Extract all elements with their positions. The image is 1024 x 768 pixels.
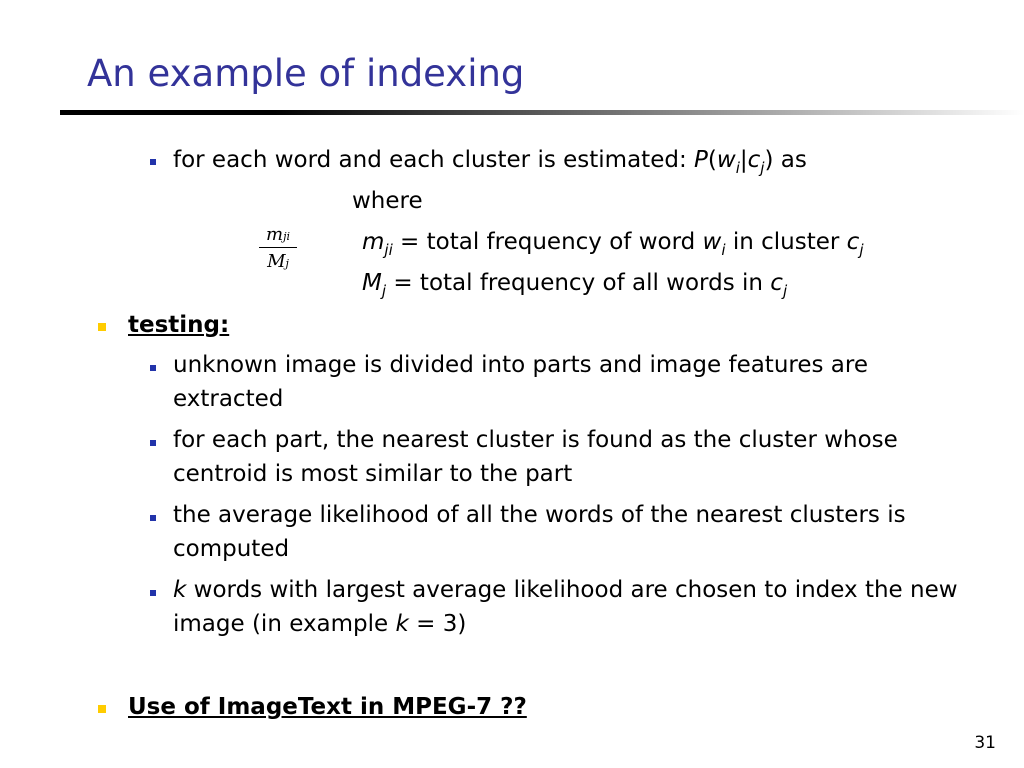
title-divider (60, 110, 1024, 115)
list-item: the average likelihood of all the words of the nearest clusters is computed (173, 502, 906, 562)
k-item-text: words with largest average likelihood are chosen to index the new image (in example (173, 577, 958, 637)
bullet-level2 (150, 365, 156, 371)
bullet-level2 (150, 159, 156, 165)
bullet-level2 (150, 515, 156, 521)
Mj-definition: $M_j$ = total frequency of all words in $c_j$ (362, 270, 788, 300)
list-item: unknown image is divided into parts and image features are extracted (173, 352, 868, 412)
bullet-level2 (150, 590, 156, 596)
list-item: for each part, the nearest cluster is found as the cluster whose centroid is most similar to the part (173, 427, 898, 487)
estimate-text: for each word and each cluster is estimated: (173, 147, 695, 173)
testing-heading: testing: (128, 312, 230, 338)
bullet-level2 (150, 440, 156, 446)
k-variable: k (173, 577, 187, 603)
bullet-level1 (98, 705, 106, 713)
Mj-def-text: = total frequency of all words in (386, 270, 771, 296)
page-number: 31 (974, 733, 996, 753)
fraction-formula: mji Mj (259, 224, 297, 273)
estimate-line: for each word and each cluster is estimated: $P(w_i|c_j)$ as (173, 147, 807, 177)
mji-def-text: = total frequency of word (392, 229, 703, 255)
slide-title: An example of indexing (87, 52, 525, 95)
list-item-k (173, 573, 973, 641)
mji-definition: $m_{ji}$ = total frequency of word $w_i$ in cluster $c_j$ (362, 229, 864, 259)
estimate-suffix: as (773, 147, 807, 173)
k-variable: k (395, 611, 409, 637)
imagetext-heading: Use of ImageText in MPEG-7 ?? (128, 694, 527, 720)
where-label: where (352, 188, 423, 214)
mji-def-mid: in cluster (725, 229, 847, 255)
bullet-level1 (98, 323, 106, 331)
k-item-end: = 3) (408, 611, 467, 637)
